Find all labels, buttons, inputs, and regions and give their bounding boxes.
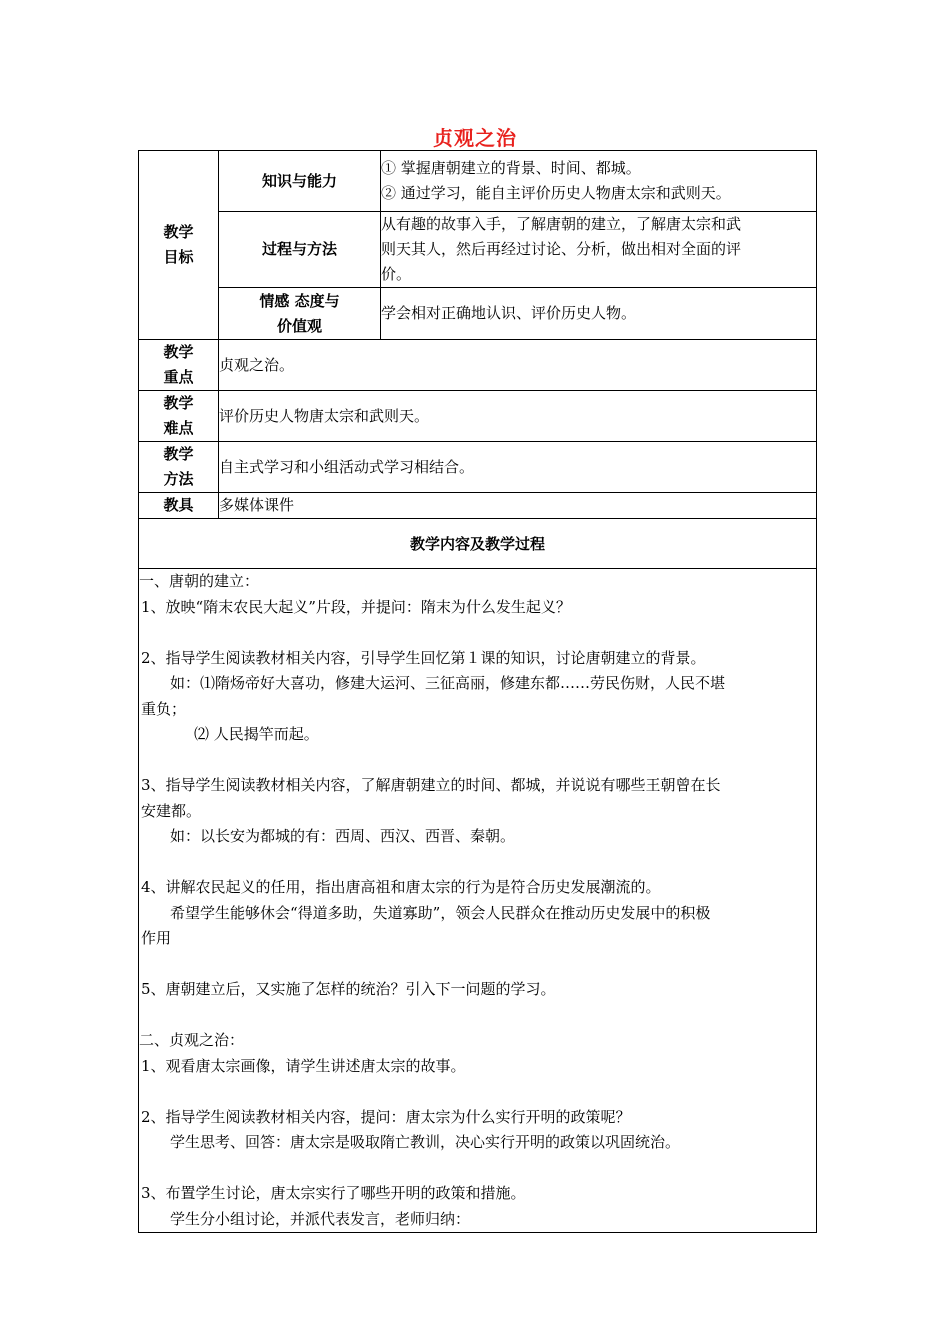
method-label: 教学 方法 bbox=[139, 442, 219, 493]
page-title: 贞观之治 bbox=[433, 126, 517, 150]
objective-knowledge-label: 知识与能力 bbox=[219, 151, 381, 212]
key-point-text: 贞观之治。 bbox=[219, 340, 817, 391]
s1-step-4: 4、讲解农民起义的任用，指出唐高祖和唐太宗的行为是符合历史发展潮流的。 bbox=[141, 878, 661, 896]
s1-step-3-cont: 安建都。 bbox=[141, 801, 202, 820]
s1-step-4-note: 希望学生能够休会“得道多助，失道寡助”，领会人民群众在推动历史发展中的积极 bbox=[170, 903, 711, 922]
s1-step-3: 3、指导学生阅读教材相关内容，了解唐朝建立的时间、都城，并说说有哪些王朝曾在长 bbox=[141, 776, 721, 794]
s1-step-5: 5、唐朝建立后，又实施了怎样的统治？引入下一问题的学习。 bbox=[141, 980, 556, 998]
s1-step-2-example-cont: 重负； bbox=[141, 699, 187, 718]
s2-step-2-answer: 学生思考、回答：唐太宗是吸取隋亡教训，决心实行开明的政策以巩固统治。 bbox=[170, 1133, 681, 1151]
s2-step-3: 3、布置学生讨论，唐太宗实行了哪些开明的政策和措施。 bbox=[141, 1184, 526, 1202]
section-1-title: 一、唐朝的建立： bbox=[139, 572, 260, 590]
section-2-title: 二、贞观之治： bbox=[139, 1031, 245, 1049]
difficulty-label: 教学 难点 bbox=[139, 391, 219, 442]
objective-values-label: 情感 态度与 价值观 bbox=[219, 288, 381, 340]
lesson-plan-table bbox=[138, 150, 817, 1233]
s1-step-4-note-cont: 作用 bbox=[141, 929, 172, 947]
s1-step-3-example: 如：以长安为都城的有：西周、西汉、西晋、秦朝。 bbox=[170, 827, 516, 845]
tools-text: 多媒体课件 bbox=[219, 493, 817, 519]
s1-step-2-example: 如：⑴隋炀帝好大喜功，修建大运河、三征高丽，修建东都……劳民伤财，人民不堪 bbox=[170, 674, 726, 692]
s2-step-3-answer: 学生分小组讨论，并派代表发言，老师归纳： bbox=[170, 1209, 471, 1228]
s1-step-1: 1、放映“隋末农民大起义”片段，并提问：隋末为什么发生起义？ bbox=[141, 597, 571, 616]
process-body bbox=[139, 569, 817, 1233]
objective-knowledge-text: ① 掌握唐朝建立的背景、时间、都城。 ② 通过学习，能自主评价历史人物唐太宗和武则天。 bbox=[381, 151, 817, 212]
objectives-label: 教学 目标 bbox=[139, 151, 219, 340]
tools-label: 教具 bbox=[139, 493, 219, 519]
method-text: 自主式学习和小组活动式学习相结合。 bbox=[219, 442, 817, 493]
objective-process-text: 从有趣的故事入手，了解唐朝的建立，了解唐太宗和武 则天其人，然后再经过讨论、分析，做出相对全面的评 价。 bbox=[381, 212, 817, 288]
s2-step-1: 1、观看唐太宗画像，请学生讲述唐太宗的故事。 bbox=[141, 1056, 466, 1075]
objective-values-text: 学会相对正确地认识、评价历史人物。 bbox=[381, 288, 817, 340]
s1-step-2-example-2: ⑵ 人民揭竿而起。 bbox=[194, 725, 319, 743]
process-heading: 教学内容及教学过程 bbox=[139, 519, 817, 569]
key-point-label: 教学 重点 bbox=[139, 340, 219, 391]
s1-step-2: 2、指导学生阅读教材相关内容，引导学生回忆第１课的知识，讨论唐朝建立的背景。 bbox=[141, 648, 706, 667]
difficulty-text: 评价历史人物唐太宗和武则天。 bbox=[219, 391, 817, 442]
objective-process-label: 过程与方法 bbox=[219, 212, 381, 288]
s2-step-2: 2、指导学生阅读教材相关内容，提问：唐太宗为什么实行开明的政策呢？ bbox=[141, 1107, 631, 1126]
